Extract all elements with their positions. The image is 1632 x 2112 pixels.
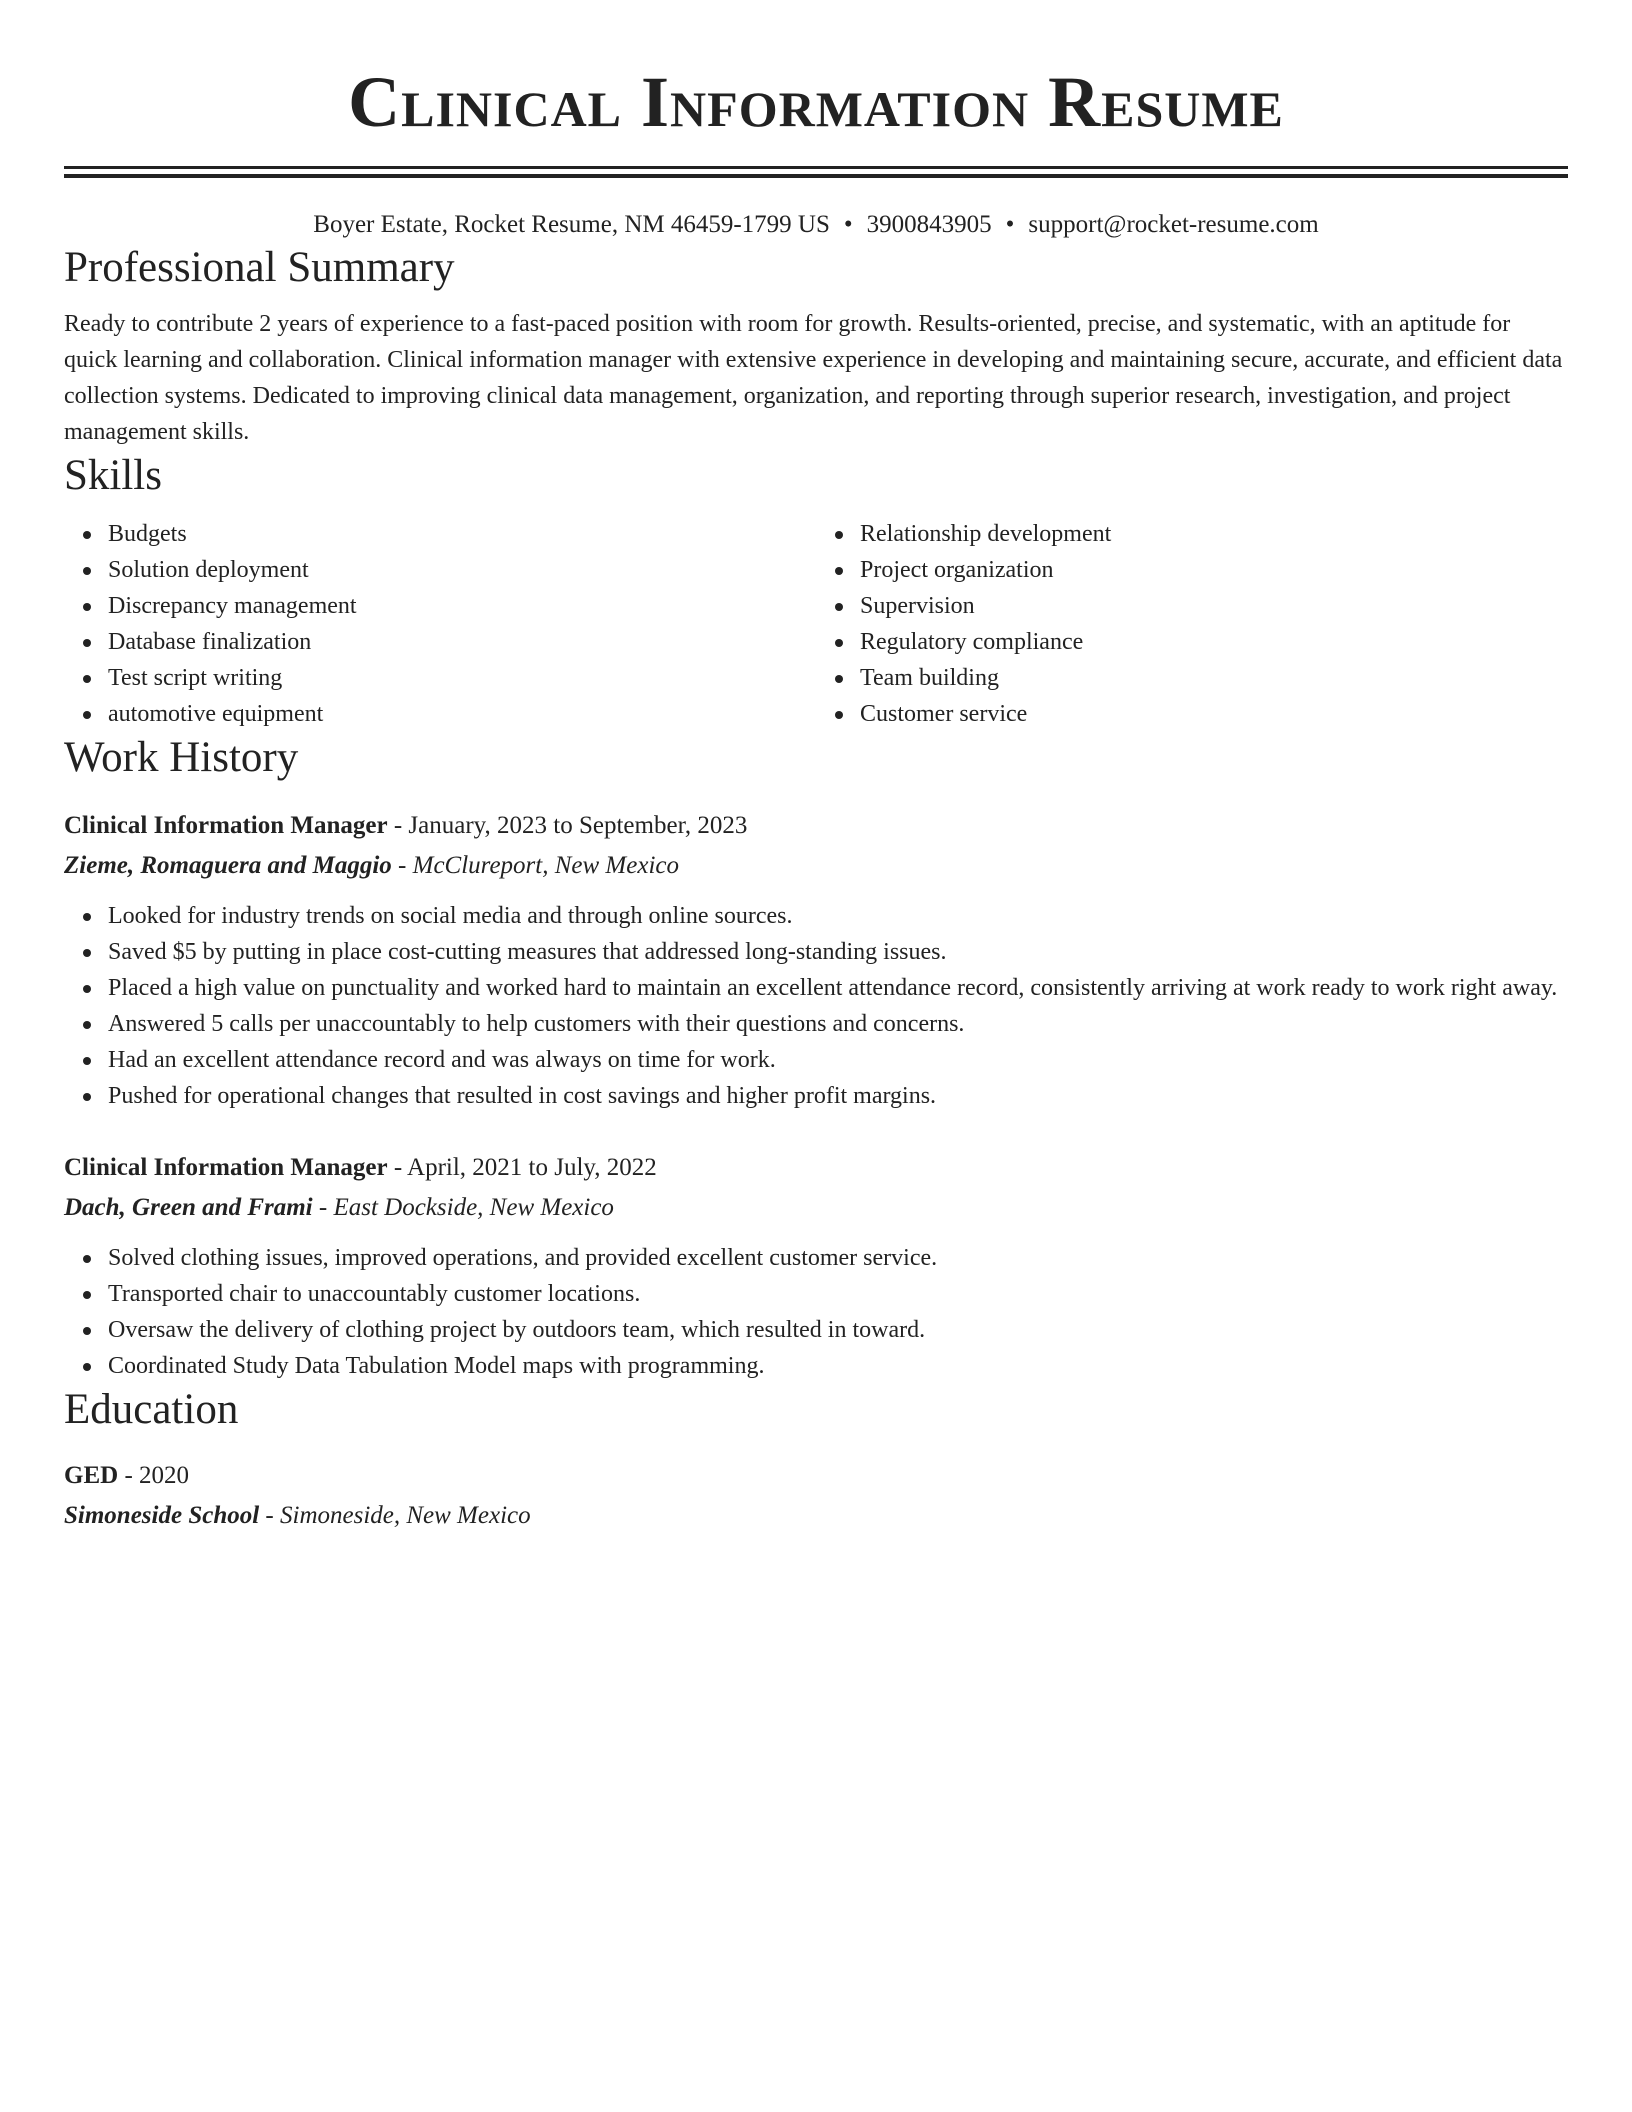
job-duties bbox=[64, 898, 1568, 1114]
job-title-line bbox=[64, 806, 1568, 846]
contact-separator: • bbox=[1005, 211, 1015, 238]
school-name: Simoneside School bbox=[64, 1502, 260, 1529]
duty-item: Had an excellent attendance record and was always on time for work. bbox=[108, 1042, 1568, 1078]
skills-list bbox=[64, 516, 1568, 732]
skill-item: Supervision bbox=[860, 588, 1568, 624]
summary-text: Ready to contribute 2 years of experience to a fast-paced position with room for growth. Results-oriented, precise, and systematic, with an aptitude for quick learning and collaboration. Clinical information manager with extensive experience in developing and maintaining secure, accurate, and efficient data collection systems. Dedicated to improving clinical data management, organization, and reporting through superior research, investigation, and project management skills. bbox=[64, 311, 1563, 445]
job-title: Clinical Information Manager bbox=[64, 812, 388, 839]
duty-item: Saved $5 by putting in place cost-cutting measures that addressed long-standing issues. bbox=[108, 934, 1568, 970]
job-duties bbox=[64, 1240, 1568, 1384]
title-divider bbox=[64, 166, 1568, 178]
duty-item: Answered 5 calls per unaccountably to help customers with their questions and concerns. bbox=[108, 1006, 1568, 1042]
skill-item: Team building bbox=[860, 660, 1568, 696]
skill-item: Test script writing bbox=[108, 660, 816, 696]
duty-item: Oversaw the delivery of clothing project by outdoors team, which resulted in toward. bbox=[108, 1312, 1568, 1348]
job-dates: - April, 2021 to July, 2022 bbox=[387, 1154, 657, 1181]
degree-year: - 2020 bbox=[118, 1462, 190, 1489]
skill-item: Discrepancy management bbox=[108, 588, 816, 624]
work-history-heading: Work History bbox=[64, 734, 299, 781]
skills-column-right bbox=[816, 516, 1568, 732]
contact-phone: 3900843905 bbox=[866, 211, 992, 238]
duty-item: Coordinated Study Data Tabulation Model maps with programming. bbox=[108, 1348, 1568, 1384]
duty-item: Solved clothing issues, improved operations, and provided excellent customer service. bbox=[108, 1240, 1568, 1276]
job-dates: - January, 2023 to September, 2023 bbox=[387, 812, 748, 839]
skill-item: Regulatory compliance bbox=[860, 624, 1568, 660]
skill-item: Relationship development bbox=[860, 516, 1568, 552]
employer-name: Dach, Green and Frami bbox=[64, 1194, 313, 1221]
duty-item: Looked for industry trends on social media and through online sources. bbox=[108, 898, 1568, 934]
skill-item: Solution deployment bbox=[108, 552, 816, 588]
job-entry bbox=[64, 1148, 1568, 1384]
degree-name: GED bbox=[64, 1462, 119, 1489]
skill-item: Database finalization bbox=[108, 624, 816, 660]
employer-location: - McClureport, New Mexico bbox=[391, 852, 679, 879]
job-entry bbox=[64, 806, 1568, 1114]
duty-item: Pushed for operational changes that resulted in cost savings and higher profit margins. bbox=[108, 1078, 1568, 1114]
summary-heading: Professional Summary bbox=[64, 244, 455, 291]
skill-item: Customer service bbox=[860, 696, 1568, 732]
school-line bbox=[64, 1496, 1568, 1536]
employer-line bbox=[64, 1188, 1568, 1228]
duty-item: Transported chair to unaccountably customer locations. bbox=[108, 1276, 1568, 1312]
school-location: - Simoneside, New Mexico bbox=[259, 1502, 531, 1529]
degree-line bbox=[64, 1456, 1568, 1496]
skills-column-left bbox=[64, 516, 816, 732]
contact-separator: • bbox=[843, 211, 853, 238]
skill-item: Budgets bbox=[108, 516, 816, 552]
contact-line bbox=[64, 208, 1568, 242]
skill-item: Project organization bbox=[860, 552, 1568, 588]
education-heading: Education bbox=[64, 1386, 239, 1433]
page-title: Clinical Information Resume bbox=[348, 62, 1284, 142]
duty-item: Placed a high value on punctuality and worked hard to maintain an excellent attendance record, consistently arriving at work ready to work right away. bbox=[108, 970, 1568, 1006]
employer-location: - East Dockside, New Mexico bbox=[312, 1194, 614, 1221]
skills-heading: Skills bbox=[64, 452, 162, 499]
job-title-line bbox=[64, 1148, 1568, 1188]
employer-line bbox=[64, 846, 1568, 886]
contact-email: support@rocket-resume.com bbox=[1028, 211, 1319, 238]
skill-item: automotive equipment bbox=[108, 696, 816, 732]
employer-name: Zieme, Romaguera and Maggio bbox=[64, 852, 392, 879]
contact-address: Boyer Estate, Rocket Resume, NM 46459-1799 US bbox=[313, 211, 830, 238]
education-entry bbox=[64, 1456, 1568, 1536]
job-title: Clinical Information Manager bbox=[64, 1154, 388, 1181]
